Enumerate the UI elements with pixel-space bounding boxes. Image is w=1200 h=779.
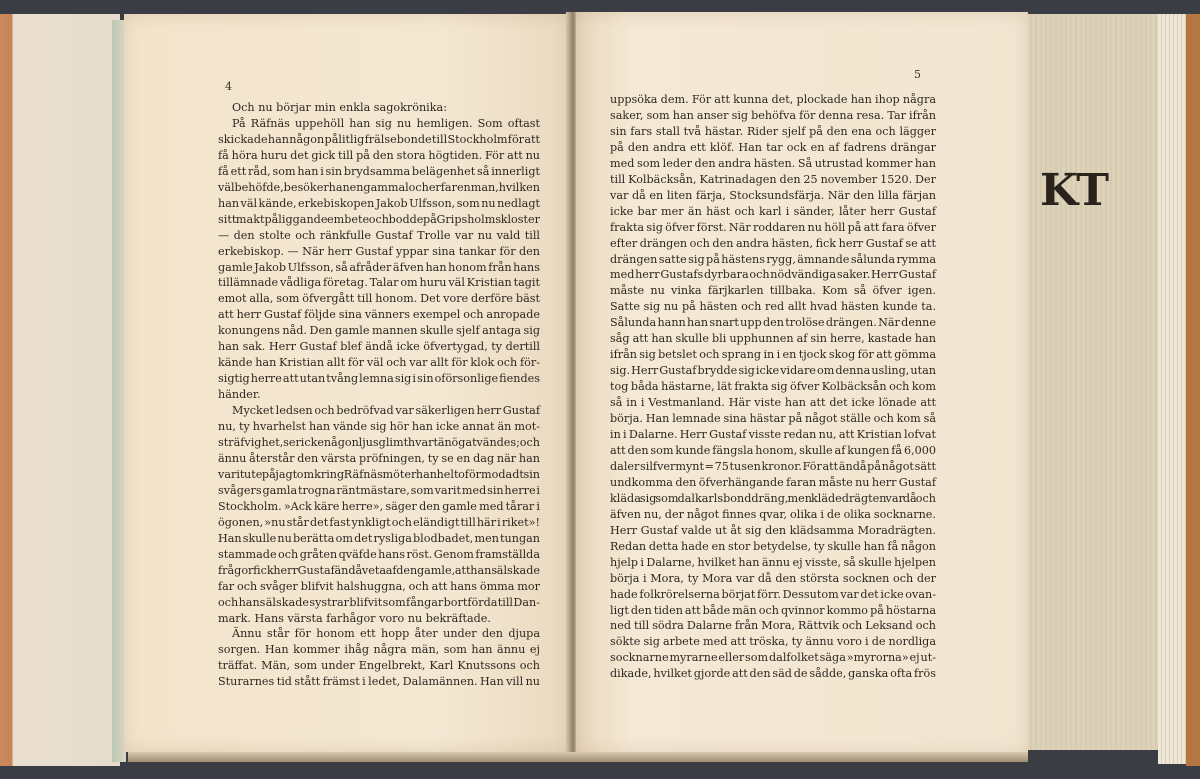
right-page-number: 5 xyxy=(914,68,921,81)
text-line: ifrån sig betslet och sprang in i en tjock skog för att gömma xyxy=(610,348,936,362)
text-line: ligt den tiden att både män och qvinnor kommo på höstarna xyxy=(610,603,936,617)
text-line: Ännu står för honom ett hopp åter under den djupa xyxy=(232,627,540,641)
right-cover xyxy=(1186,14,1200,766)
text-line: Sturarnes tid stått främst i ledet, Dalamännen. Han vill nu xyxy=(218,675,540,689)
back-page xyxy=(1025,14,1170,750)
text-line: att den som kunde fängsla honom, skulle af kungen få 6,000 xyxy=(610,443,936,457)
text-line: och hans älskade systrar blifvit som fångar bortförda till Dan- xyxy=(218,595,540,609)
text-line: efter drängen och den andra hästen, fick herr Gustaf se att xyxy=(610,236,936,250)
text-line: Satte sig nu på hästen och red allt hvad hästen kunde ta. xyxy=(610,300,936,314)
text-line: socknarne myrarne eller som dalfolket säga »myrorna» ej ut- xyxy=(610,651,936,665)
right-page xyxy=(576,12,1028,754)
text-line: var då en liten färja, Stocksundsfärja. När den lilla färjan xyxy=(610,188,936,202)
text-line: händer. xyxy=(218,388,261,402)
text-line: få höra huru det gick till på den stora högtiden. För att nu xyxy=(218,148,540,162)
text-line: kläda sig som dalkarlsbonddräng, men klädedrägten var då och xyxy=(610,491,936,505)
text-line: äfven nu, der något finnes qvar, olika i de olika socknarne. xyxy=(610,507,936,521)
text-line: saker, som han anser sig behöfva för denna resa. Tar ifrån xyxy=(610,108,936,122)
text-line: sig. Herr Gustaf brydde sig icke vidare om denna usling, utan xyxy=(610,364,936,378)
text-line: hjelp i Dalarne, hvilket han ännu ej visste, så skulle hjelpen xyxy=(610,555,936,569)
text-line: far och svåger blifvit halshuggna, och att hans ömma mor xyxy=(218,579,540,593)
right-page-text xyxy=(610,92,936,682)
text-line: sorgen. Han kommer ihåg några män, som han ännu ej xyxy=(218,643,540,657)
text-line: Sålunda hann han snart upp den trolöse drängen. När denne xyxy=(610,316,936,330)
text-line: gamle Jakob Ulfsson, så afråder äfven han honom från hans xyxy=(218,260,540,274)
text-line: han väl kände, erkebiskopen Jakob Ulfsson, som nu nedlagt xyxy=(218,196,540,210)
text-line: daler silfvermynt = 75 tusen kronor. För att ändå på något sätt xyxy=(610,459,936,473)
back-page-text: KT xyxy=(1040,165,1107,216)
text-line: stammade och gråten qväfde hans röst. Genom framställda xyxy=(218,547,540,561)
text-line: drängen satte sig på hästens rygg, ämnande sålunda rymma xyxy=(610,252,936,266)
text-line: ögonen, »nu står det fast ynkligt och eländigt till här i riket»! xyxy=(218,515,540,529)
text-line: träffat. Män, som under Engelbrekt, Karl Knutssons och xyxy=(218,659,540,673)
text-line: hade folkrörelserna börjat förr. Dessutom var det icke ovan- xyxy=(610,587,936,601)
text-line: nu, ty hvarhelst han vände sig hör han icke annat än mot- xyxy=(218,420,540,434)
text-line: sigtig herre att utan tvång lemna sig i sin oförsonlige fiendes xyxy=(218,372,540,386)
text-line: dikade, hvilket gjorde att den säd de sådde, ganska ofta frös xyxy=(610,667,936,681)
text-line: ned till södra Dalarne från Mora, Rättvik och Leksand och xyxy=(610,619,936,633)
text-line: icke bar mer än häst och karl i sänder, låter herr Gustaf xyxy=(610,204,936,218)
text-line: tog båda hästarne, lät frakta sig öfver Kolbäcksån och kom xyxy=(610,380,936,394)
text-line: in i Dalarne. Herr Gustaf visste redan nu, att Kristian lofvat xyxy=(610,428,936,442)
text-line: tillämnade vådliga företag. Talar om huru väl Kristian tagit xyxy=(218,276,540,290)
text-line: väl behöfde, besöker han en gammal och erfaren man, hvilken xyxy=(218,180,540,194)
text-line: På Räfnäs uppehöll han sig nu hemligen. Som oftast xyxy=(232,116,540,130)
text-line: mark. Hans värsta farhågor voro nu bekräftade. xyxy=(218,611,491,625)
text-line: skickade han någon pålitlig frälsebonde till Stockholm för att xyxy=(218,132,540,146)
text-line: att herr Gustaf följde sina vänners exempel och anropade xyxy=(218,308,540,322)
text-line: varit ute på jagt omkring Räfnäs möter han helt oförmodadt sin xyxy=(218,467,540,481)
text-line: emot alla, som öfvergått till honom. Det vore derföre bäst xyxy=(218,292,540,306)
text-line: med herr Gustafs dyrbara och nödvändiga saker. Herr Gustaf xyxy=(610,268,936,282)
text-line: Redan detta hade en stor betydelse, ty skulle han få någon xyxy=(610,539,936,553)
left-page xyxy=(124,14,570,752)
text-line: erkebiskop. — När herr Gustaf yppar sina tankar för den xyxy=(218,244,540,258)
left-page-text xyxy=(218,100,540,690)
text-line: kände han Kristian allt för väl och var allt för klok och för- xyxy=(218,356,540,370)
text-line: till Kolbäcksån, Katrinadagen den 25 november 1520. Der xyxy=(610,172,936,186)
text-line: han sak. Herr Gustaf blef ändå icke öfvertygad, ty dertill xyxy=(218,340,540,354)
text-line: uppsöka dem. För att kunna det, plockade han ihop några xyxy=(610,93,936,106)
text-line: på den andra ett klöf. Han tar ock en af fadrens drängar xyxy=(610,140,936,154)
text-line: sträfvighet, ser icke någon ljusglimt hvart än ögat vändes; och xyxy=(218,436,540,450)
text-line: undkomma den öfverhängande faran måste nu herr Gustaf xyxy=(610,475,936,489)
page-bottom-edge xyxy=(128,752,1028,762)
text-line: med som leder den andra hästen. Så utrustad kommer han xyxy=(610,156,936,170)
text-line: frakta sig öfver först. När roddaren nu höll på att fara öfver xyxy=(610,220,936,234)
text-line: såg att han skulle bli upphunnen af sin herre, kastade han xyxy=(610,332,936,346)
text-line: få ett råd, som han i sin brydsamma belägenhet så innerligt xyxy=(218,164,540,178)
text-line: börja. Han lemnade sina hästar på något ställe och kom så xyxy=(610,412,936,426)
text-line: börja i Mora, ty Mora var då den största socknen och der xyxy=(610,571,936,585)
text-line: sökte sig arbete med att tröska, ty ännu voro i de nordliga xyxy=(610,635,936,649)
text-line: ännu återstår den värsta pröfningen, ty se en dag när han xyxy=(218,451,540,465)
text-line: måste nu vinka färjkarlen tillbaka. Kom så öfver igen. xyxy=(610,284,936,298)
text-line: Han skulle nu berätta om det rysliga blodbadet, men tungan xyxy=(218,531,540,545)
text-line: sitt maktpåliggande embete och bodde på Gripsholms kloster xyxy=(218,212,540,226)
text-line: svågers gamla trogna räntmästare, som varit med sin herre i xyxy=(218,483,540,497)
text-line: Och nu börjar min enkla sagokrönika: xyxy=(232,101,447,114)
text-line: Stockholm. »Ack käre herre», säger den gamle med tårar i xyxy=(218,499,540,513)
text-line: frågor fick herr Gustaf ändå veta af den gamle, att hans älskade xyxy=(218,563,540,577)
text-line: Herr Gustaf valde ut åt sig den klädsamma Moradrägten. xyxy=(610,523,936,537)
text-line: Mycket ledsen och bedröfvad var säkerligen herr Gustaf xyxy=(232,404,540,418)
text-line: så in i Vestmanland. Här viste han att det icke lönade att xyxy=(610,396,936,410)
text-line: konungens nåd. Den gamle mannen skulle sjelf antaga sig xyxy=(218,324,540,338)
left-cover xyxy=(0,14,120,766)
text-line: sin fars stall två hästar. Rider sjelf på den ena och lägger xyxy=(610,124,936,138)
text-line: — den stolte och ränkfulle Gustaf Trolle var nu vald till xyxy=(218,228,540,242)
left-page-number: 4 xyxy=(225,80,232,93)
